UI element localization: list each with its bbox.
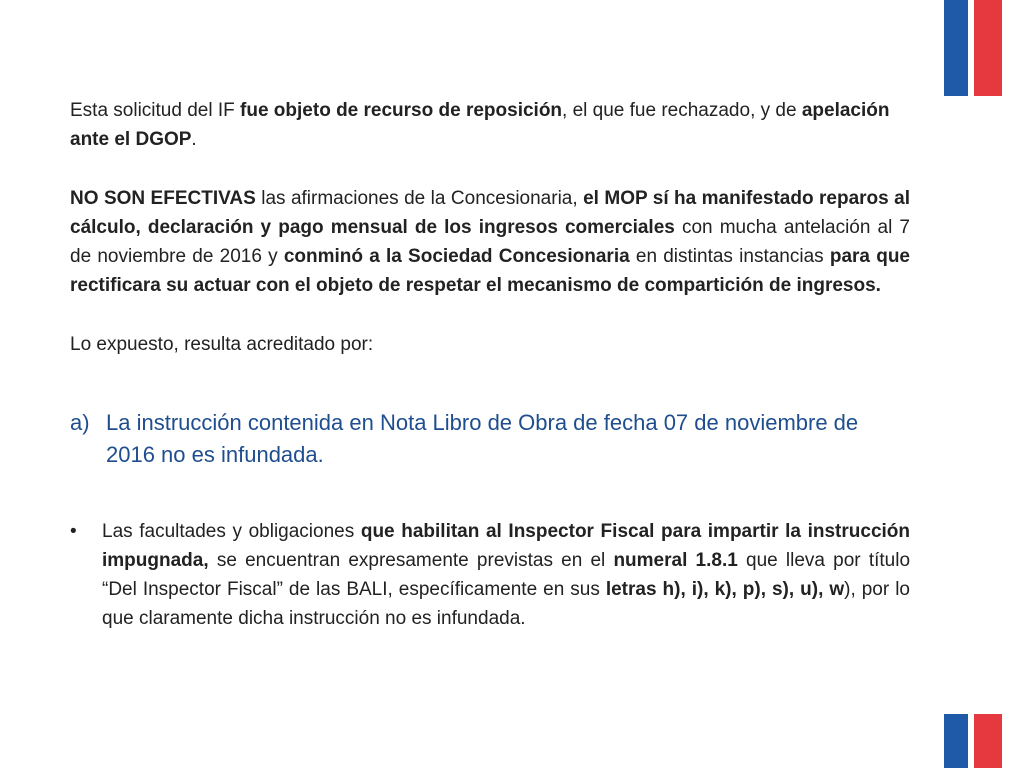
red-bar — [974, 714, 1002, 768]
item-marker: a) — [70, 410, 90, 435]
red-bar — [974, 0, 1002, 96]
bullet-marker: • — [70, 521, 77, 542]
item-a-text: La instrucción contenida en Nota Libro de Obra de fecha 07 de noviembre de 2016 no es infundada. — [106, 410, 859, 467]
paragraph-lo-expuesto: Lo expuesto, resulta acreditado por: — [70, 334, 374, 355]
bullet-facultades — [70, 517, 910, 633]
paragraph-no-son-efectivas: NO SON EFECTIVAS las afirmaciones de la Concesionaria, el MOP sí ha manifestado reparos al cálculo, declaración y pago mensual de los ingresos comerciales con mucha antelación al 7 de noviembre de 2016 y conminó a la Sociedad Concesionaria en distintas instancias para que rectificara su actuar con el objeto de respetar el mecanismo de compartición de ingresos. — [70, 188, 910, 296]
bottom-flag-decoration — [944, 714, 1002, 768]
top-flag-decoration — [944, 0, 1002, 96]
paragraph-solicitud: Esta solicitud del IF fue objeto de recurso de reposición, el que fue rechazado, y de apelación ante el DGOP. — [70, 100, 890, 150]
blue-bar — [944, 714, 968, 768]
bullet-text: Las facultades y obligaciones que habilitan al Inspector Fiscal para impartir la instrucción impugnada, se encuentran expresamente previstas en el numeral 1.8.1 que lleva por título “Del Inspector Fiscal” de las BALI, específicamente en sus letras h), i), k), p), s), u), w), por lo que claramente dicha instrucción no es infundada. — [102, 521, 911, 629]
slide-content — [70, 96, 910, 633]
blue-bar — [944, 0, 968, 96]
item-a — [70, 407, 910, 471]
